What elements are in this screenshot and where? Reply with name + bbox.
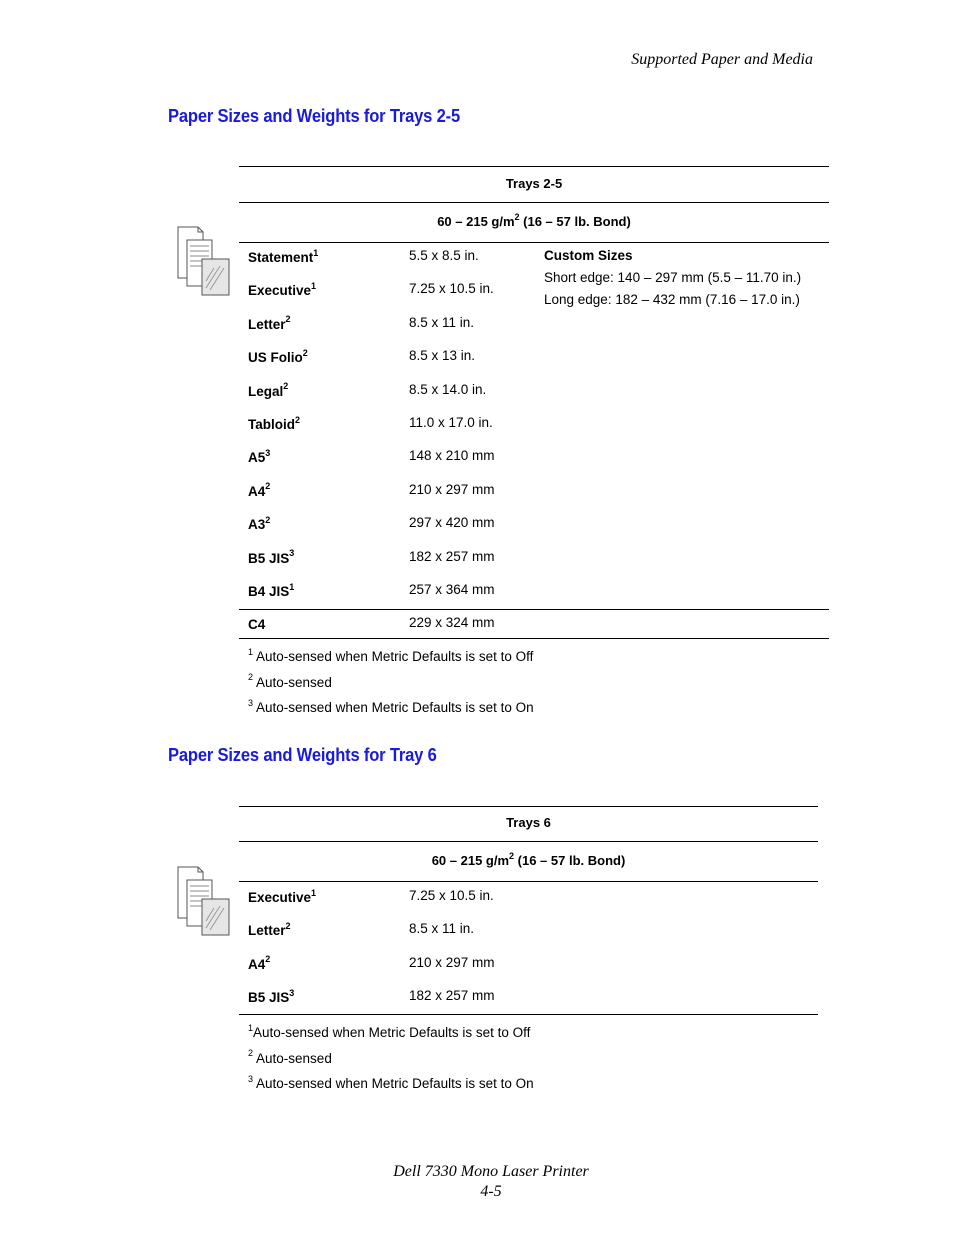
paper-size-name: $A3^2$ xyxy=(248,514,271,533)
table-rule xyxy=(239,166,829,167)
table-weight-row: 60 – 215 $g/m^2$ (16 – 57 lb. Bond) xyxy=(437,211,631,229)
footnote: $^3$ Auto-sensed when Metric Defaults is set to On xyxy=(248,1073,534,1091)
paper-stack-icon xyxy=(176,866,230,936)
paper-size-dimensions: 8.5 x 11 in. xyxy=(409,314,475,330)
paper-stack-icon xyxy=(176,226,230,296)
paper-size-name: B5 JIS$^3$ xyxy=(248,548,295,566)
footnote: $^2$ Auto-sensed xyxy=(248,672,332,690)
paper-size-dimensions: 8.5 x 13 in. xyxy=(409,348,476,364)
paper-size-name: $A4^2$ xyxy=(248,481,271,499)
paper-size-dimensions: 210 x 297 mm xyxy=(409,481,495,497)
paper-size-name: Letter$^2$ xyxy=(248,920,291,939)
table-rule xyxy=(239,1014,818,1015)
table-rule xyxy=(239,609,829,610)
table-rule xyxy=(239,841,818,842)
paper-size-dimensions: 5.5 x 8.5 in. xyxy=(409,248,479,263)
paper-size-name: Letter$^2$ xyxy=(248,314,291,332)
paper-size-name: Statement$^1$ xyxy=(248,247,319,265)
custom-long-edge: Long edge: 182 – 432 mm (7.16 – 17.0 in.) xyxy=(544,292,800,307)
footer-page-number: 4-5 xyxy=(480,1183,502,1200)
paper-size-dimensions: 182 x 257 mm xyxy=(409,988,495,1004)
paper-size-name: B4 JIS$^1$ xyxy=(248,581,295,599)
section-title-trays-2-5: Paper Sizes and Weights for Trays 2-5 xyxy=(168,106,460,126)
paper-size-dimensions: 7.25 x 10.5 in. xyxy=(409,281,494,297)
table-rule xyxy=(239,881,818,882)
paper-size-name: $A4^2$ xyxy=(248,954,271,972)
table-header-trays: Trays 2-5 xyxy=(505,176,563,191)
paper-size-name: Legal$^2$ xyxy=(248,381,289,399)
paper-size-name: Executive$^1$ xyxy=(248,280,317,299)
paper-size-dimensions: 257 x 364 mm xyxy=(409,582,495,597)
paper-size-name: US Folio$^2$ xyxy=(248,347,308,366)
custom-sizes-title: Custom Sizes xyxy=(544,248,633,263)
paper-size-dimensions: 7.25 x 10.5 in. xyxy=(409,888,494,903)
table-rule xyxy=(239,202,829,203)
paper-size-name: Executive$^1$ xyxy=(248,887,317,905)
paper-size-name: B5 JIS$^3$ xyxy=(248,987,295,1006)
table-rule xyxy=(239,638,829,639)
paper-size-dimensions: 8.5 x 14.0 in. xyxy=(409,381,487,397)
table-header-tray-6: Trays 6 xyxy=(506,815,551,830)
table-rule xyxy=(239,242,829,243)
paper-size-dimensions: 148 x 210 mm xyxy=(409,448,495,464)
paper-size-dimensions: 297 x 420 mm xyxy=(409,515,495,531)
paper-size-name: C4 xyxy=(248,617,266,632)
footnote: $^3$ Auto-sensed when Metric Defaults is set to On xyxy=(248,697,534,715)
paper-size-dimensions: 210 x 297 mm xyxy=(409,954,495,970)
custom-short-edge: Short edge: 140 – 297 mm (5.5 – 11.70 in.) xyxy=(544,270,802,285)
table-weight-row: 60 – 215 $g/m^2$ (16 – 57 lb. Bond) xyxy=(431,850,626,868)
paper-size-dimensions: 8.5 x 11 in. xyxy=(409,921,475,937)
running-header: Supported Paper and Media xyxy=(631,51,813,68)
table-rule xyxy=(239,806,818,807)
footnote: $^2$ Auto-sensed xyxy=(248,1048,332,1066)
paper-size-name: $A5^3$ xyxy=(248,447,271,466)
paper-size-name: Tabloid$^2$ xyxy=(248,414,301,432)
footnote: $^1$Auto-sensed when Metric Defaults is set to Off xyxy=(248,1022,531,1040)
footnote: $^1$ Auto-sensed when Metric Defaults is set to Off xyxy=(248,646,534,664)
section-title-tray-6: Paper Sizes and Weights for Tray 6 xyxy=(168,745,437,765)
paper-size-dimensions: 11.0 x 17.0 in. xyxy=(409,415,493,430)
paper-size-dimensions: 229 x 324 mm xyxy=(409,615,495,630)
footer-product: Dell 7330 Mono Laser Printer xyxy=(393,1163,589,1180)
paper-size-dimensions: 182 x 257 mm xyxy=(409,548,495,564)
